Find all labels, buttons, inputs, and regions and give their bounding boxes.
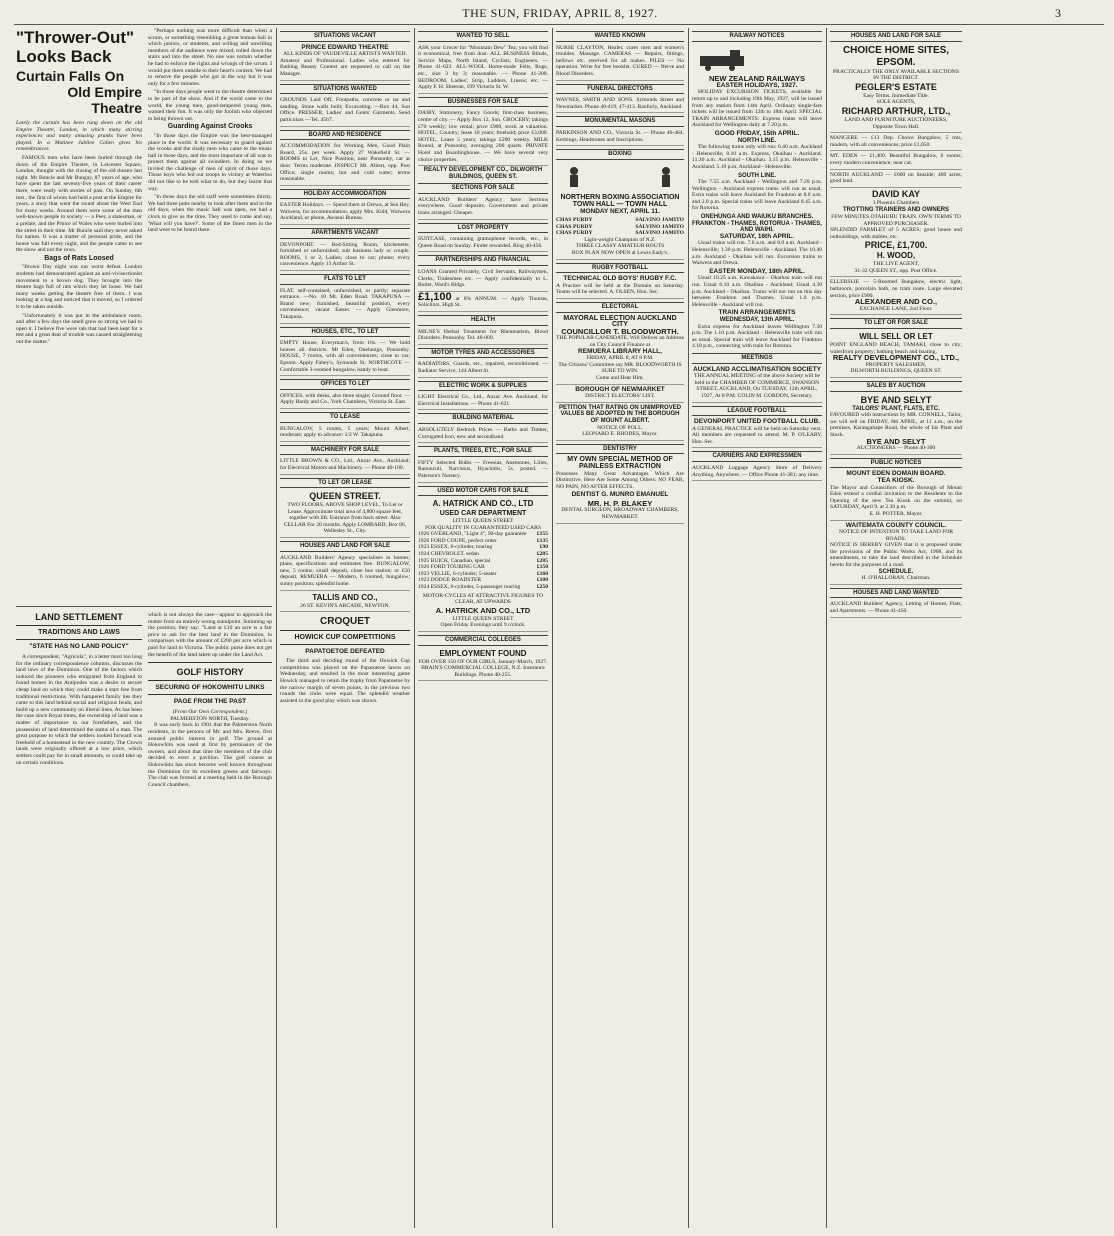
ad-situations-wanted: GROUNDS Laid Off, Footpaths, concrete or tar and sanding. Stone walls built; Excavating. —Box 44, Sun Office. PRESSER, Ladies' and Gents' Garments. Send particulars —Tel. 4567. (280, 96, 410, 126)
article-body-2: "Brown Day night was our worst defeat. London students had demonstrated against an anti-vivisectionist movement to a brown dog. They brought into the theatre bags full of rats which they let loose. We had many weeks getting the theatre free of them. I was looking at a bag and noticed that it moved, so I ordered it to be taken outside. (16, 264, 142, 311)
alexander: ALEXANDER AND CO., (854, 297, 938, 307)
article-body-cont: "Perhaps nothing was more difficult than when a scrum, or something resembling a great human ball in which juniors, or students, and willing and unwilling members of the audience were mixed, rolled down the stairs and into the street. No one was certain whether he had to enforce the rights and wrongs of the scrum. I would put them outside to their heart's content. We had to remove the people who got in the way but it was only for a few minutes. (148, 28, 272, 87)
waitemata-sign: H. O'HALLORAN, Chairman. (861, 575, 931, 582)
section-let-or-lease: TO LET OR LEASE (280, 478, 410, 489)
tea-kiosk: TEA KIOSK. (877, 476, 915, 484)
column-rule (826, 28, 827, 1228)
ad-league (692, 418, 822, 448)
golf-history-body: It was early back in 1901 that the Palmerston North residents, in the persons of Mr. and Mrs. Reeve, first aroused public interest in golf. The ground at Hokowhitu was used at first by permission of the owners, and about that time the members of the club decided to erect a pavilion. The golf course at Hokowhitu has since become well known throughout the Dominion for its excellent greens and fairways. The club was formed at a meeting held in the Borough Council chambers. (148, 722, 272, 788)
auction-body: FAVOURED with instructions by MR. CONNELL, Tailor, we will sell on FRIDAY, 8th APRIL, at 11 a.m., on the premises, Karangahape Road, the whole of his Plant and Stock. (830, 412, 962, 438)
ad-partnerships: LOANS Granted Privately, Civil Servants, Railwaymen, Clerks, Tradesmen etc. — Apply confidentially to L. Butler, Ward's Bldgs. (418, 268, 548, 292)
ad-north-auckland: NORTH AUCKLAND — £600 on Seaside; 400 acres, good land. (830, 171, 962, 188)
hatrick-sub-3: FOR QUALITY IN GUARANTEED USED CARS (425, 524, 541, 531)
ad-houses-to-let: EMPTY House, Everyman's, from 16s. — We hold houses all districts. Mt Eden, Onehunga, Ponsonby. HOUSE, 7 rooms, with all conveniences; close to car; Epsom. Apply Fahey's, Symonds St. NORTHCOTE — Comfortable 3-roomed bungalow, handy to boat. (280, 339, 410, 376)
ad-queen-street (280, 490, 410, 538)
ad-lost: SUITCASE, containing gramophone records, etc., in Queen Road on Sunday. Finder rewarded. Ring 40-456. (418, 235, 548, 252)
farmlet-price: PRICE, £1,700. (864, 240, 928, 251)
peglers-available: PRACTICALLY THE ONLY AVAILABLE SECTIONS IN THE DISTRICT. (833, 68, 959, 82)
opposite-town-hall: Opposite Town Hall. (872, 123, 920, 130)
used-car-name: 1924 ESSEX, 6-cylinder, 5-passenger touring (418, 584, 521, 591)
ad-mount-eden-domain (830, 470, 962, 520)
section-motor: MOTOR TYRES AND ACCESSORIES (418, 348, 548, 359)
h-wood-address: 31-32 QUEEN ST., opp. Post Office. (854, 267, 938, 274)
section-lost: LOST PROPERTY (418, 223, 548, 234)
ad-tallis (280, 592, 410, 613)
ad-carriers: AUCKLAND Luggage Agency Store of Delivery Anything, Anywhere. — Office Phone 41-381; any time. (692, 464, 822, 481)
ad-boxing (556, 162, 684, 260)
boxers-left (556, 217, 593, 237)
section-used-cars: USED MOTOR CARS FOR SALE (418, 486, 548, 497)
hatrick-title-2: A. HATRICK AND CO., LTD (435, 605, 531, 615)
ad-plants: FIFTY Selected Bulbs — Freesias, Anemones, Lilies, Ranunculi, Narcissus, Hyacinths, 5s. posted. — Paterson's Nursery. (418, 459, 548, 483)
article-body: FAMOUS men who have been hurled through the doors of the Empire Theatre, in Leicester Square, London, thought with the closing of the old theatre last night. Mr Buncle and Mr Bungay, 87 years of age, who have spent the last seventy-five years of their career there, were ready with stories of past. On Sunday, 6th inst., the first of whom had held a post at the Empire for years, a story that went the round about the West End for many weeks. Around them were some of the men well-known people in society — a Peer, a statesman, or a prelate, and the Prince of Wales who were hurled into the street in their time. Mr Buncle said they never asked for names. It was a matter of personal pride, and the house was full every night, and the people came to see the show and not the rows. (16, 154, 142, 254)
ad-meeting (692, 366, 822, 403)
boxing-venue: TOWN HALL — TOWN HALL (572, 200, 668, 208)
section-health: HEALTH (418, 315, 548, 326)
ellerslie-body: ELLERSLIE — 5-Roomed Bungalow, electric light, bathroom, porcelain bath, on tram route. Large elevated section, price £900. (830, 279, 962, 299)
ad-ellerslie (830, 278, 962, 315)
boxing-plan: BOX PLAN NOW OPEN at Lewis Eady's. (571, 250, 669, 257)
electoral-title: MAYORAL ELECTION AUCKLAND CITY (563, 314, 677, 329)
ad-wanted-known: NURSE CLAYTON, Healer, cures men and women's troubles. Massage. CAMERAS — Repairs, fittings, bellows etc. received for all makes. PILES — No operation. Write for free booklet. CURED — Nerve and Blood Disorders. (556, 44, 684, 81)
railway-sub: EASTER HOLIDAYS, 1927. (716, 81, 798, 89)
rugby-title: TECHNICAL OLD BOYS' RUGBY F.C. (563, 275, 677, 283)
headline-thrower-out: "Thrower-Out" Looks Back (16, 28, 135, 66)
league-body: A GENERAL PRACTICE will be held on Saturday next. All members are requested to attend. M. P. O'LEARY, Hon. Sec. (692, 425, 822, 445)
ad-mt-eden: MT. EDEN — £1,400. Beautiful Bungalow, 6 rooms; every modern convenience; near car. (830, 152, 962, 169)
queen-street-body: TWO FLOORS, ABOVE SHOP LEVEL, To Let or Lease. Approximate total area of 4,800 square feet, together with lift. Entrance from back street. Also CELLAR For 20 months. Apply LOMBARD, Box 86, Wellesley St., City. (283, 502, 407, 535)
section-public: PUBLIC NOTICES (830, 458, 962, 469)
used-car-price: £100 (536, 577, 548, 584)
ad-funeral: WAYNES, SMITH AND SONS. Symonds Street and Newmarket. Phone 40-419, 47-413. Ranfurly, Auckland. (556, 96, 684, 113)
section-board: BOARD AND RESIDENCE (280, 130, 410, 141)
ad-prince-sub: ALL KINDS OF VAUDEVILLE ARTISTS WANTED. (283, 51, 407, 58)
queen-street-title: QUEEN STREET. (309, 491, 381, 502)
ad-prince-title: PRINCE EDWARD THEATRE (301, 43, 389, 51)
section-wanted-to-sell: WANTED TO SELL (418, 31, 548, 42)
dentist-munro: DENTIST G. MUNRO EMANUEL (571, 491, 669, 499)
used-car-row (418, 564, 548, 571)
loan-body: at 6% ANNUM. — Apply Thomas, Solicitors, High St. (418, 295, 548, 309)
ad-building: ABSOLUTELY Bedrock Prices — Baths and Timber, Corrugated Iron, new and secondhand. (418, 426, 548, 443)
section-houses-to-let: HOUSES, ETC., TO LET (280, 327, 410, 338)
rugby-body: A Practice will be held at the Domain on Saturday. Teams will be selected. A. OLSEN, Hon. Sec. (556, 282, 684, 296)
used-car-row (418, 558, 548, 565)
sole-agents: SOLE AGENTS, (876, 99, 916, 106)
railway-title: NEW ZEALAND RAILWAYS (709, 74, 805, 84)
poll-sign: LEONARD E. RHODES, Mayor. (582, 431, 658, 438)
section-building: BUILDING MATERIAL (418, 413, 548, 424)
section-monumental: MONUMENTAL MASONS (556, 116, 684, 127)
alexander-sub: EXCHANGE LANE, 2nd Floor. (859, 305, 933, 312)
used-car-price: £285 (536, 551, 548, 558)
section-machinery: MACHINERY FOR SALE (280, 445, 410, 456)
choice-home-sites: CHOICE HOME SITES, (842, 44, 950, 56)
golf-byline: (From Our Own Correspondent.) (172, 709, 248, 716)
boxer-name: CHAS PURDY (556, 217, 593, 224)
article-body-cont-2: "In those days people went to the theatre determined to be part of the show. And if the world came to the world, the young men, good-tempered young men, wanted their fun. It was only the foolish who objected to being thrown out. (148, 89, 272, 122)
bye-and-selyt: BYE AND SELYT (860, 394, 932, 405)
realty-sub: PROPERTY SALESMEN, (865, 361, 927, 368)
used-car-name: 1926 OVERLAND, "Light 4", 90-day guarantee (418, 531, 527, 538)
croquet-subtitle: HOWICK CUP COMPETITIONS (294, 634, 396, 642)
ad-peglers (830, 44, 962, 134)
electoral-come: Come and Hear Him. (596, 374, 644, 381)
loan-amount: £1,100 (418, 290, 452, 303)
classifieds-column-3 (280, 28, 410, 1228)
boxer-name: SALVINO JAMITO (635, 230, 684, 237)
splendid-farmlet: SPLENDID FARMLET of 5 ACRES; good house and outbuildings, with stables, etc. (830, 227, 962, 240)
section-dentistry: DENTISTRY (556, 444, 684, 455)
section-rugby: RUGBY FOOTBALL (556, 263, 684, 274)
section-sections: SECTIONS FOR SALE (418, 183, 548, 194)
epsom: EPSOM. (876, 56, 916, 68)
waitemata-title: WAITEMATA COUNTY COUNCIL. (845, 521, 947, 529)
golf-history-subtitle-2: PAGE FROM THE PAST (173, 698, 247, 706)
tailors-plant: TAILORS' PLANT, FLATS, ETC. (852, 405, 940, 412)
ad-hatrick (418, 498, 548, 632)
section-houses-for-sale: HOUSES AND LAND FOR SALE (280, 541, 410, 552)
realty-address: DILWORTH BUILDINGS, QUEEN ST. (850, 368, 942, 375)
ad-wanted-to-sell: ASK your Grocer for "Mountain Dew" Tea; you will find it economical, free from dust. ALL BUSINESS Blinds, Service Maps, North Island, Cyclists, Engineers. — Phone 41-623. ALL-WOOL Home-made Felts, Rugs, etc., size 3 by 3; reasonable. — Phone 41-200. BEDROOM, Ladies', Strip, Ladders, Linens; etc. — Apply F. H. Sheeran, 199 Victoria St. W. (418, 44, 548, 94)
poll-title: PETITION THAT RATING ON UNIMPROVED VALUES BE ADOPTED IN THE BOROUGH OF MOUNT ALBERT. (558, 404, 682, 424)
section-apartments: APARTMENTS VACANT (280, 228, 410, 239)
ad-electric: LIGHT Electrical Co., Ltd., Anzac Ave. Auckland, for Electrical Installations. — Phone 41-621. (418, 393, 548, 410)
electoral-sub: THE POPULAR CANDIDATE, Will Deliver an Address on City Council Finance at (556, 335, 684, 348)
ad-apartments: DEVONPORT. — Bed-Sitting Room, kitchenette, furnished or unfurnished; suit business lady or couple. ROOMS, 1 or 2, Ladies; close to car; phone; every convenience. Apply 13 Arthur St. (280, 241, 410, 271)
ad-prince-edward (280, 44, 410, 81)
land-settlement-body-cont: which is not always the case—appear to approach the matter from an entirely wrong standpoint. Summing up the position, they say: "Land at £10 an acre is a fair price to ask for the best land in the Dominion, in comparison with the amount of £200 per acre which is paid for land in Victoria. The public purse does not get the benefit of the land taken up under the Land Act. (148, 612, 272, 658)
used-car-row (418, 584, 548, 591)
section-commercial: COMMERCIAL COLLEGES (418, 635, 548, 646)
ad-board: ACCOMMODATION for Working Men, Good Plain Board, 25s. per week. Apply 27 Wakefield St. — ROOMS to Let, Nice Position, near Ponsonby, car at door. Terms moderate. INSPECT Mt. Albert, opp. Post Office; single rooms; hot and cold water; terms reasonable. (280, 142, 410, 186)
used-car-price: £150 (536, 564, 548, 571)
good-friday: GOOD FRIDAY, 15th APRIL. (714, 129, 800, 137)
ad-lease: BUNGALOW, 5 rooms, 5 years; Mount Albert, moderate; apply to advance: 1/2 W. Takapuna. (280, 425, 410, 442)
boxer-name: SALVINO JAMITO (635, 223, 684, 230)
meeting-title: AUCKLAND ACCLIMATISATION SOCIETY (692, 365, 822, 373)
used-car-price: £135 (536, 537, 548, 544)
mount-eden-body: The Mayor and Councillors of the Borough of Mount Eden extend a cordial invitation to the Residents to the Opening of the new Tea Kiosk on the summit, on SATURDAY, April 9, at 2.30 p.m. (830, 484, 962, 511)
classifieds-column-4 (418, 28, 548, 1228)
borough-sub: DISTRICT ELECTORS' LIST. (585, 393, 655, 400)
used-car-name: 1926 FORD TOURING CAR (418, 564, 485, 571)
golf-history-subtitle: SECURING OF HOKOWHITU LINKS (155, 684, 265, 692)
section-boxing: BOXING (556, 149, 684, 160)
section-electric: ELECTRIC WORK & SUPPLIES (418, 381, 548, 392)
golf-history-title: GOLF HISTORY (176, 667, 244, 678)
croquet-title: CROQUET (320, 616, 370, 628)
section-houses-wanted: HOUSES AND LAND WANTED (830, 588, 962, 599)
page-number: 3 (1055, 6, 1061, 20)
used-car-name: 1923 ESSEX, 6-cylinder, touring (418, 544, 493, 551)
dentistry-title: MY OWN SPECIAL METHOD OF PAINLESS EXTRACTION (567, 456, 673, 470)
used-car-name: 1923 VELLIE, 6-cylinder; 5-seater (418, 570, 497, 577)
section-carriers: CARRIERS AND EXPRESSMEN (692, 451, 822, 462)
used-car-list (418, 531, 548, 590)
ad-houses-for-sale: AUCKLAND Builders' Agency specialises in homes; plans, specifications and estimates free. BUNGALOW, new, 5 rooms; small deposit, close bus station; or £50 deposit. REMUERA — Modern, 6 roomed, bungalow; sunny position; splendid home. (280, 554, 410, 591)
dentist-blakey-sub: DENTAL SURGEON, BROADWAY CHAMBERS, NEWMARKET. (561, 507, 679, 521)
sub-headline-rats: Bags of Rats Loosed (44, 254, 114, 262)
used-car-price: £285 (536, 557, 548, 564)
tallis-address: 26 ST. KEVIN'S ARCADE, NEWTON. (300, 602, 390, 609)
motorcycle-head: MOTOR-CYCLES AT ATTRACTIVE FIGURES TO CLEAR, AT UPWARDS (422, 592, 544, 606)
easy-terms: Easy Terms. Immediate Title. (863, 92, 929, 99)
electoral-name: COUNCILLOR T. BLOODWORTH. (561, 326, 679, 336)
boxing-sub: THREE CLASSY AMATEUR BOUTS (575, 243, 665, 250)
classifieds-column-5 (556, 28, 684, 1228)
used-car-row (418, 551, 548, 558)
h-wood-sub: THE LIVE AGENT, (872, 261, 920, 268)
column-1-article (16, 28, 142, 603)
south-line: SOUTH LINE. (737, 172, 776, 179)
waitemata-schedule: SCHEDULE. (878, 568, 914, 575)
electoral-venue: REMUERA LIBRARY HALL, (578, 347, 662, 355)
bye-and-selyt-2: BYE AND SELYT (866, 436, 926, 446)
used-car-price: £250 (536, 584, 548, 591)
column-rule (276, 28, 277, 1228)
section-to-let: TO LET OR FOR SALE (830, 318, 962, 329)
easter-monday: EASTER MONDAY, 18th APRIL. (709, 267, 805, 275)
ad-machinery: LITTLE BROWN & CO., Ltd., Anzac Ave., Auckland; for Electrical Motors and Machinery. — Phone 40-100. (280, 457, 410, 474)
land-settlement-title: LAND SETTLEMENT (35, 612, 123, 622)
masthead (0, 6, 1114, 22)
employment-body: FOR OVER 150 OF OUR GIRLS, January-March, 1927. (418, 658, 548, 665)
ad-holiday: EASTER Holidays. — Spend them at Orewa, at Sea Hey, Waiwera, for accommodation, apply Mrs. Kidd, Waiwera Auckland, or phone, Awanui Bureau. (280, 201, 410, 225)
used-car-name: 1923 DODGE ROADSTER (418, 577, 482, 584)
column-rule (688, 28, 689, 1228)
railway-column-6 (692, 28, 822, 1228)
used-car-row (418, 544, 548, 551)
section-plants: PLANTS, TREES, ETC., FOR SALE (418, 446, 548, 457)
frankton-branches: FRANKTON - THAMES, ROTORUA - THAMES, AND WAIHI. (692, 220, 822, 234)
ad-houses-wanted: AUCKLAND Builders' Agency, Letting of Homes, Flats, and Apartments. — Phone 41-450. (830, 600, 962, 617)
onehunga-branches: ONEHUNGA AND WAIUKU BRANCHES. (700, 214, 814, 221)
used-car-name: 1926 FORD COUPE, perfect order (418, 537, 497, 544)
railway-body-6: Extra express for Auckland leaves Wellington 7.30 p.m. The 1.10 p.m. Auckland - Helensville train will run as usual. Special train will leave Auckland for Frankton 4.18 p.m., connecting with train for Rotorua. (692, 323, 822, 350)
wednesday: WEDNESDAY, 13th APRIL. (719, 316, 795, 323)
ad-loan (418, 290, 548, 312)
waitemata-body: NOTICE IS HEREBY GIVEN that it is proposed under the provisions of the Public Works Act, 1908, and its amendments, to take the land described in the Schedule hereto for the purposes of a road. (830, 542, 962, 569)
ad-monumental: PARKINSON AND CO., Victoria St. — Phone 46-464. Kerbings, Headstones and Inscriptions. (556, 129, 684, 146)
section-wanted-known: WANTED KNOWN (556, 31, 684, 42)
ad-offices: OFFICES, with desks, also three single; Ground floor. —Apply Hardy and Co., York Chambers, Victoria St. East. (280, 392, 410, 409)
meeting-body: THE ANNUAL MEETING of the above Society will be held in the CHAMBER OF COMMERCE, SWANSON STREET, AUCKLAND, On TUESDAY, 12th APRIL, 1927, At 8 P.M. COLIN M. GORDON, Secretary. (694, 373, 820, 399)
ad-poll (556, 404, 684, 441)
column-2-article (148, 28, 272, 603)
section-flats: FLATS TO LET (280, 274, 410, 285)
land-settlement-body: A correspondent, "Agricola", in a letter most too long for the ordinary correspondence columns, discusses the land laws of the Dominion. One of the factors which induced the pioneers who emigrated from England to found homes in the Antipodes was a desire to secure cheap land on which they could make a start free from traditional restrictions. With hampered family ties they came to this land behind social and religious feuds, and build up a new community on liberal lines. As has been the case since Royal times, the ownership of land was a matter of importance to our forefathers, and the possession of land determined the status of a man. The great purpose to which the settlers looked forward was freehold of a homestead in the new country. The Crown lands were originally offered at a low price, which settlers could pay for in small amounts, or could take up on certain conditions. (16, 654, 142, 766)
used-car-name: 1924 CHEVROLET, sedan (418, 551, 479, 558)
section-meetings: MEETINGS (692, 353, 822, 364)
hatrick-sub-2: LITTLE QUEEN STREET (452, 518, 514, 525)
trotting-title: TROTTING TRAINERS AND OWNERS (842, 207, 950, 214)
realty-development: REALTY DEVELOPMENT CO., LTD., (832, 353, 960, 363)
article-body-cont-3: "In those days the Empire was the best-managed place in the world. It was necessary to guard against the crooks and the shady men who came to the music hall in those days, and the most important of all was to protect them against all swindlers. In doing so we invited the challenge of men of spirit of those days. Those boys who led our troops to victory at Waterloo did not like to be told what to do, but they learnt that way. (148, 132, 272, 192)
used-car-row (418, 538, 548, 545)
boxing-date: MONDAY NEXT, APRIL 11. (580, 207, 660, 215)
section-offices: OFFICES TO LET (280, 379, 410, 390)
boxing-title: NORTHERN BOXING ASSOCIATION (560, 194, 680, 202)
trotting-sub: FEW MINUTES OTAHUHU TRAIN. OWN TERMS TO APPROVED PURCHASER. (831, 213, 961, 227)
hatrick-2-sub: LITTLE QUEEN STREET (452, 615, 514, 622)
article-body-cont-4: "In those days the old staff were sometimes thirsty. We had three pubs nearby to look after them and in the old days, when the music hall was open, we had a clock to give us the time. They used to come and say, 'What will you have?'. Some of the finest men in the land were to be found there. (148, 194, 272, 234)
section-league: LEAGUE FOOTBALL (692, 406, 822, 417)
ad-auction (830, 394, 962, 455)
dentistry-body: Possesses Many Great Advantages Which Are Distinctive. Here Are Some Among Others: NO FEAR, NO PAIN, NO AFTER EFFECTS. (556, 470, 684, 490)
ad-prince-body: Amateur and Professional. Ladies who entered for Bathing Beauty Contest are requested to call on the Manager. (280, 57, 410, 77)
column-rule (552, 28, 553, 1228)
boxing-weight: Light-weight Champion of N.Z. (584, 236, 656, 243)
boxer-name: SALVINO JAMITO (635, 217, 684, 224)
ad-mangere: MANGERE — £13 Dep. Choice Bungalow, 5 rms, modern, with all conveniences; price £1,050. (830, 134, 962, 151)
will-sell-body: POINT ENGLAND BEACH, TAMAKI, close to city; waterfront property; bathing beach and boating. (830, 342, 962, 355)
railway-body: HOLIDAY EXCURSION TICKETS, available for return up to and including 19th May, 1927, will be issued from any station from 14th April. Ordinary single-fare tickets will be issued from 12th to 18th April. SPECIAL TRAIN ARRANGEMENTS: Express trains will leave Auckland for Wellington daily at 7.20 p.m. (692, 89, 822, 129)
ad-motor: RADIATORS, Guards, etc., repaired, reconditioned. — Radiator Service, 144 Albert St. (418, 360, 548, 377)
article-body-3: "Unfortunately it was put in the ambulance room, and after a few days the smell grew so strong we had to open it. I believe five were rats that had been kept for a test and a great deal of trouble was caused straightening out the matter." (16, 312, 142, 345)
section-auction: SALES BY AUCTION (830, 381, 962, 392)
hatrick-title: A. HATRICK AND CO., LTD (432, 499, 534, 509)
league-title: DEVONPORT UNITED FOOTBALL CLUB. (694, 418, 820, 426)
poll-note: NOTICE OF POLL. (597, 424, 643, 431)
borough-title: BOROUGH OF NEWMARKET (575, 385, 665, 393)
railway-body-3: The 7.55 a.m. Auckland - Wellington and 7.20 p.m. Wellington - Auckland express trains will run as usual. Extra trains will leave Auckland for Frankton at 8.0 a.m. and 2.0 p.m. Special trains will leave Auckland 8.45 a.m. for Rotorua. (692, 179, 822, 212)
land-furniture: LAND AND FURNITURE AUCTIONEERS, (844, 116, 948, 123)
mount-eden-sign: E. H. POTTER, Mayor. (869, 510, 923, 517)
mount-eden-title: MOUNT EDEN DOMAIN BOARD. (846, 470, 946, 478)
h-wood: H. WOOD, (876, 251, 916, 261)
bye-and-selyt-sub: AUCTIONEERS — Phone 40-300 (856, 445, 936, 452)
railway-body-5: Usual 10.25 a.m. Kawakawa - Okaihau train will not run. Usual 6.10 a.m. Okaihau - Auckland; Usual 4.30 p.m. Auckland - Okaihau. Trains will not run on this day between Frankton and Thames. Usual 1.0 p.m. Helensville - Auckland will run. (692, 275, 822, 308)
ad-electoral (556, 315, 684, 385)
brain-college: BRAIN'S COMMERCIAL COLLEGE, N.Z. Insurance Buildings. Phone 40-255. (421, 665, 545, 678)
ad-health: MILNE'S Herbal Treatment for Rheumatism, Blood Disorders. Ponsonby. Tel. 46-000. (418, 328, 548, 345)
ad-rugby (556, 275, 684, 299)
hatrick-sub: USED CAR DEPARTMENT (439, 510, 527, 518)
train-arrangements: TRAIN ARRANGEMENTS (718, 309, 796, 317)
railway-body-4: Usual trains will run. 7.0 a.m. and 8.0 a.m. Auckland - Helensville; 1.30 p.m. Helensville - Auckland. The 10.40 a.m. Auckland - Okaihau will run. Excursion trains to Waiwera and Orewa. (692, 240, 822, 267)
saturday: SATURDAY, 16th APRIL. (719, 232, 795, 240)
croquet-body: The third and deciding round of the Howick Cup competitions was played on the Papatoetoe lawns on Wednesday, and resulted in the most interesting game Howick managed to retain the trophy from Papatoetoe by the narrow margin of seven points, in the previous two rounds the clubs were equal. The splendid weather assisted in the good play which was shown. (280, 658, 410, 704)
david-kay-sub: 3 Phoenix Chambers (872, 199, 920, 206)
used-car-price: £155 (536, 531, 548, 538)
section-funeral: FUNERAL DIRECTORS (556, 84, 684, 95)
peglers-estate: PEGLER'S ESTATE (855, 81, 937, 92)
article-divider (16, 606, 272, 607)
article-intro: Lately the curtain has been rung down on the old Empire Theatre, London, in which many stirring experiences and many amusing pranks have been played. In a Matinee Jubilee Cohen gives his remembrances. (16, 120, 142, 153)
boxer-name: CHAS PURDY (556, 223, 593, 230)
used-car-row (418, 577, 548, 584)
ad-employment (418, 648, 548, 682)
section-railway: RAILWAY NOTICES (692, 31, 822, 42)
masthead-rule (14, 24, 1104, 25)
used-car-name: 1925 BUICK, Canadian, special (418, 557, 491, 564)
electoral-when: FRIDAY, APRIL 8, AT 8 P.M. (586, 355, 654, 362)
ad-dentistry (556, 456, 684, 523)
will-sell: WILL SELL OR LET (859, 332, 933, 342)
section-businesses: BUSINESSES FOR SALE (418, 97, 548, 108)
section-lease: TO LEASE (280, 412, 410, 423)
boxer-name: CHAS PURDY (556, 230, 593, 237)
section-electoral: ELECTORAL (556, 302, 684, 313)
section-situations-vacant: SITUATIONS VACANT (280, 31, 410, 42)
section-situations-wanted: SITUATIONS WANTED (280, 84, 410, 95)
masthead-title: THE SUN, FRIDAY, APRIL 8, 1927. (462, 6, 658, 20)
property-column-7 (830, 28, 962, 1228)
realty-title: REALTY DEVELOPMENT CO., DILWORTH BUILDINGS, QUEEN ST. (423, 167, 543, 180)
section-holiday: HOLIDAY ACCOMMODATION (280, 189, 410, 200)
used-car-row (418, 531, 548, 538)
electoral-chair: The Citizens' Committee say MR. BLOODWORTH IS SURE TO WIN. (558, 361, 682, 375)
headline-curtain: Curtain Falls On (16, 68, 125, 84)
hatrick-2-note: Open Friday Evenings until 9 o'clock. (440, 622, 526, 629)
headline-old-empire: Old Empire Theatre (67, 84, 142, 116)
ad-waitemata (830, 522, 962, 585)
land-settlement-quote: "STATE HAS NO LAND POLICY" (29, 643, 129, 650)
ad-trotting (830, 206, 962, 277)
dentist-blakey: MR. H. P. BLAKEY (587, 498, 653, 508)
croquet-subtitle-2: PAPATOETOE DEFEATED (305, 648, 385, 656)
boxers-right (635, 217, 684, 237)
sub-headline-crooks: Guarding Against Crooks (167, 123, 253, 131)
golf-history-article (148, 612, 272, 1227)
used-car-price: £90 (539, 544, 548, 551)
land-settlement-article (16, 612, 142, 1227)
section-partnerships: PARTNERSHIPS AND FINANCIAL (418, 255, 548, 266)
employment-title: EMPLOYMENT FOUND (439, 648, 527, 658)
ad-borough (556, 386, 684, 403)
ad-sections: AUCKLAND Builders' Agency have Sections everywhere. Good deposits. Government and private loans arranged. Cheaper. (418, 196, 548, 220)
column-rule (414, 28, 415, 1228)
ad-businesses: DAIRY, Stationery, Fancy Goods; first-class business, centre of city. — Apply Box 12, Sun. GROCERY; takings £70 weekly; low rental; price £900, stock at valuation. HOTEL, Country; lease 10 years; freehold; price £3,000. HOTEL, Lease 5 years; takings £200 weekly. MILK Round, at Ponsonby, averaging 200 quarts. PRIVATE Hotel and Boardinghouse. — We have several very choice properties. (418, 109, 548, 166)
north-line: NORTH LINE. (737, 137, 777, 144)
tallis-title: TALLIS AND CO., (312, 592, 378, 602)
waitemata-sub: NOTICE OF INTENTION TO TAKE LAND FOR ROADS. (838, 529, 954, 542)
land-settlement-subtitle: TRADITIONS AND LAWS (38, 629, 120, 636)
richard-arthur: RICHARD ARTHUR, LTD., (841, 105, 951, 116)
golf-dateline: PALMERSTON NORTH, Tuesday. (170, 715, 250, 722)
boxers-illustration (556, 165, 684, 191)
section-houses-sale-7: HOUSES AND LAND FOR SALE (830, 31, 962, 42)
david-kay: DAVID KAY (871, 188, 920, 199)
used-car-price: £160 (536, 570, 548, 577)
used-car-row (418, 571, 548, 578)
ad-flats: FLAT, self-contained, unfurnished, or partly; separate entrance. —No. 10 Mt. Eden Road. TAKAPUNA — Brand new; furnished, beautiful position, every convenience; vacant Easter. — Apply Glenmore, Takapuna. (280, 287, 410, 324)
railway-body-2: The following trains only will run: 6.40 a.m. Auckland - Helensville; 8.10 a.m. Express, Okaihau - Auckland. 11.30 a.m. Auckland - Okaihau. 3.15 p.m. Helensville - Auckland. 5.10 p.m. Auckland - Helensville. (692, 144, 822, 170)
ad-will-sell (830, 331, 962, 378)
railway-engine-illustration (692, 46, 822, 72)
